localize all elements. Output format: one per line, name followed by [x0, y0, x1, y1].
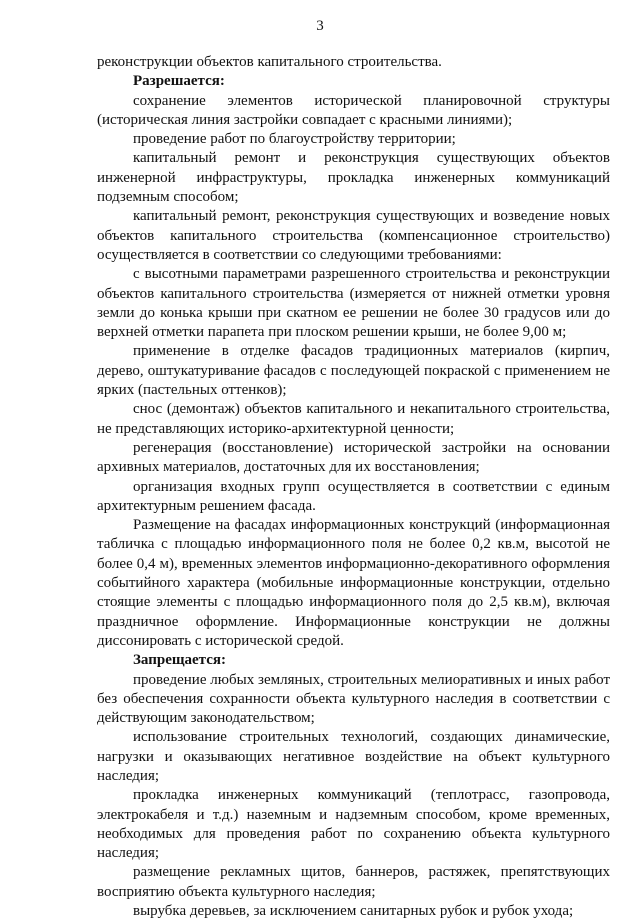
page-number: 3: [316, 18, 324, 34]
paragraph: реконструкции объектов капитального строительства.: [97, 54, 442, 70]
paragraph: применение в отделке фасадов традиционных материалов (кирпич, дерево, оштукатуривание фасадов с последующей покраской с применением не ярких (пастельных оттенков);: [97, 343, 610, 399]
paragraph: размещение рекламных щитов, баннеров, растяжек, препятствующих восприятию объекта культурного наследия;: [97, 864, 610, 900]
paragraph: капитальный ремонт, реконструкция существующих и возведение новых объектов капитального строительства (компенсационное строительство) осуществляется в соответствии со следующими требованиями:: [97, 208, 610, 263]
paragraph: вырубка деревьев, за исключением санитарных рубок и рубок ухода;: [133, 903, 574, 920]
paragraph: сохранение элементов исторической планировочной структуры (историческая линия застройки совпадает с красными линиями);: [97, 92, 610, 128]
document-body: [97, 53, 610, 921]
paragraph: Размещение на фасадах информационных конструкций (информационная табличка с площадью информационного поля не более 0,2 кв.м, высотой не более 0,4 м), временных элементов информационно-декоративного оформления событийного характера (мобильные информационные конструкции, отдельно стоящие элементы с площадью информационного поля до 2,5 кв.м), включая праздничное оформление. Информационные конструкции не должны диссонировать с исторической средой.: [97, 517, 610, 649]
paragraph: капитальный ремонт и реконструкция существующих объектов инженерной инфраструктуры, прокладка инженерных коммуникаций подземным способом;: [97, 150, 610, 206]
paragraph: проведение работ по благоустройству территории;: [133, 131, 456, 148]
section-heading-prohibited: Запрещается:: [133, 652, 227, 669]
paragraph: проведение любых земляных, строительных мелиоративных и иных работ без обеспечения сохранности объекта культурного наследия в соответствии с действующим законодательством;: [97, 671, 610, 727]
paragraph: с высотными параметрами разрешенного строительства и реконструкции объектов капитального строительства (измеряется от нижней отметки уровня земли до конька крыши при скатном ее решении не более 30 градусов или до верхней отметки парапета при плоском решении крыши, не более 9,00 м;: [97, 266, 610, 341]
paragraph: регенерация (восстановление) исторической застройки на основании архивных материалов, достаточных для их восстановления;: [97, 439, 610, 476]
paragraph: снос (демонтаж) объектов капитального и некапитального строительства, не представляющих историко-архитектурной ценности;: [97, 401, 610, 437]
section-heading-allowed: Разрешается:: [133, 73, 225, 90]
paragraph: прокладка инженерных коммуникаций (теплотрасс, газопровода, электрокабеля и т.д.) наземным и надземным способом, кроме временных, необходимых для проведения работ по сохранению объекта культурного наследия;: [97, 787, 610, 862]
paragraph: организация входных групп осуществляется в соответствии с единым архитектурным решением фасада.: [97, 478, 610, 514]
paragraph: использование строительных технологий, создающих динамические, нагрузки и оказывающих негативное воздействие на объект культурного наследия;: [97, 729, 610, 784]
